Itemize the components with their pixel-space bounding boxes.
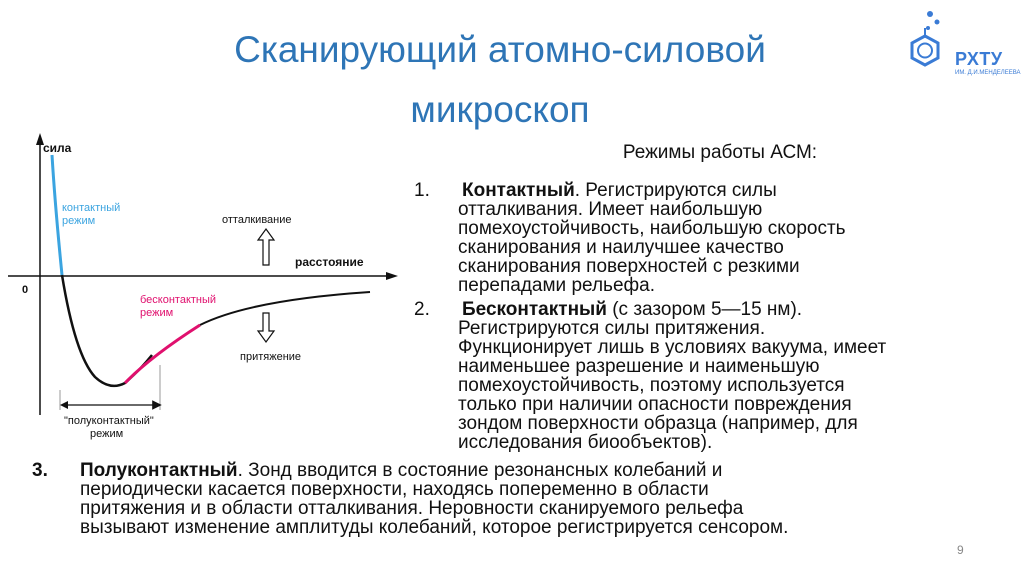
mode-item-1-name: Контактный xyxy=(462,180,575,201)
semicontact-label-line2: режим xyxy=(90,428,124,440)
slide-title xyxy=(120,20,880,140)
mode-item-2-line: только при наличии опасности повреждения xyxy=(458,394,852,415)
mode-item-3-name: Полуконтактный xyxy=(80,460,238,481)
mode-item-1-line: сканирования и наилучшее качество xyxy=(458,237,784,258)
mode-item-2-body xyxy=(458,299,887,453)
title-line-2: микроскоп xyxy=(410,89,590,130)
mode-item-2-number: 2. xyxy=(414,299,430,320)
mode-item-2-line: помехоустойчивость, поэтому используется xyxy=(458,375,845,396)
x-axis-arrow-icon xyxy=(386,272,398,280)
x-axis-label: расстояние xyxy=(295,255,364,269)
modes-heading: Режимы работы АСМ: xyxy=(622,142,818,163)
repulsion-arrow-icon xyxy=(258,229,274,265)
logo-subtitle: ИМ. Д.И.МЕНДЕЛЕЕВА xyxy=(955,70,1021,76)
mode-item-1-body xyxy=(458,180,846,296)
mode-item-3-line: притяжения и в области отталкивания. Неровности сканируемого рельефа xyxy=(80,498,744,519)
mode-item-2-line: наименьшее разрешение и наименьшую xyxy=(458,356,820,377)
contact-curve xyxy=(52,155,62,275)
noncontact-label-line2: режим xyxy=(140,307,174,319)
mode-item-1-line: отталкивания. Имеет наибольшую xyxy=(458,199,763,220)
force-distance-graph xyxy=(0,125,400,455)
contact-label-line2: режим xyxy=(62,215,96,227)
mode-item-2-line: исследования биообъектов). xyxy=(458,432,713,453)
mode-item-1-line: перепадами рельефа. xyxy=(458,275,655,296)
contact-label-line1: контактный xyxy=(62,202,121,214)
mode-item-3-line: . Зонд вводится в состояние резонансных колебаний и xyxy=(237,460,723,481)
y-axis-label: сила xyxy=(43,141,72,155)
mode-item-3-line: периодически касается поверхности, находясь попеременно в области xyxy=(80,479,709,500)
mode-item-2-line: (с зазором 5—15 нм). xyxy=(606,299,803,320)
mode-item-1-number: 1. xyxy=(414,180,430,201)
page-number: 9 xyxy=(957,543,964,557)
attraction-arrow-icon xyxy=(258,313,274,342)
mode-item-2-line: Регистрируются силы притяжения. xyxy=(458,318,766,339)
mode-item-2-name: Бесконтактный xyxy=(462,299,607,320)
mode-item-1-line: сканирования поверхностей с резкими xyxy=(458,256,800,277)
mode-item-2-line: зондом поверхности образца (например, для xyxy=(458,413,858,434)
zero-label: 0 xyxy=(22,284,29,296)
tail-curve xyxy=(200,292,370,325)
mode-item-3-number: 3. xyxy=(32,460,48,481)
mode-item-3-body xyxy=(80,461,980,537)
semicontact-label-line1: "полуконтактный" xyxy=(64,415,154,427)
mode-item-1-line: помехоустойчивость, наибольшую скорость xyxy=(458,218,846,239)
noncontact-label-line1: бесконтактный xyxy=(140,294,217,306)
bracket-left-arrow-icon xyxy=(60,401,68,409)
repulsion-label: отталкивание xyxy=(222,214,292,226)
mode-item-1-line: . Регистрируются силы xyxy=(574,180,777,201)
mode-item-2-line: Функционирует лишь в условиях вакуума, имеет xyxy=(458,337,887,358)
attraction-label: притяжение xyxy=(240,351,302,363)
mode-item-3-line: вызывают изменение амплитуды колебаний, которое регистрируется сенсором. xyxy=(80,517,789,538)
logo-text: РХТУ xyxy=(955,49,1003,69)
title-line-1: Сканирующий атомно-силовой xyxy=(234,29,766,70)
